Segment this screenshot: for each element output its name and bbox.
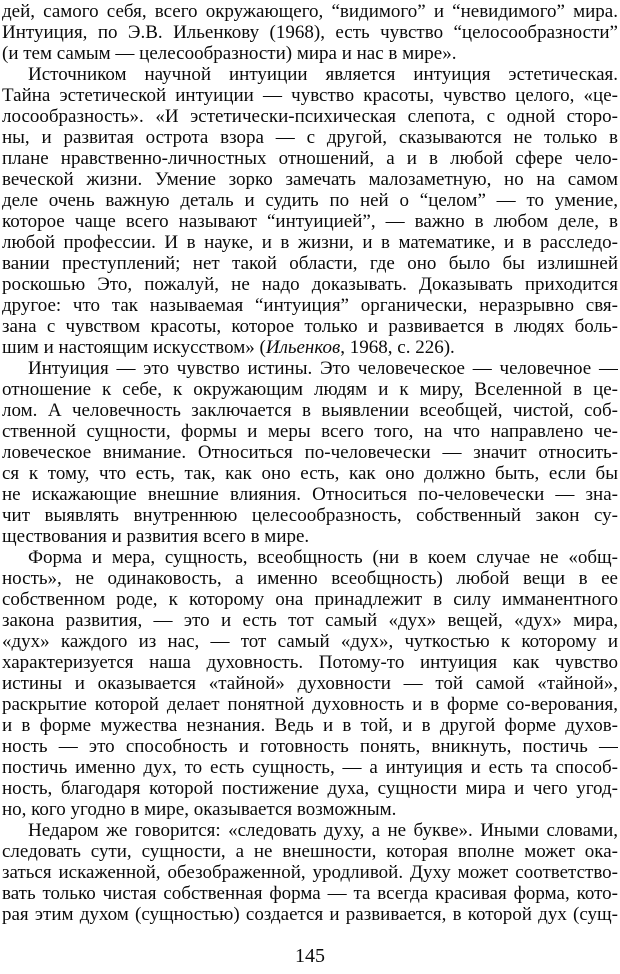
- text-line: истины и оказывается «тайной» духовности — той самой «тайной»,: [2, 673, 618, 694]
- text-line: лосообразность». «И эстетически-психическая слепота, с одной сторо-: [2, 106, 618, 127]
- text-line: веческой жизни. Умение зорко замечать малозаметную, но на самом: [2, 169, 618, 190]
- text-line: постичь именно дух, то есть сущность, — а интуиция и есть та способ-: [2, 757, 618, 778]
- text-line: заться искаженной, обезображенной, уродливой. Духу может соответство-: [2, 862, 618, 883]
- text-line: чит выявлять внутреннюю целесообразность, собственный закон су-: [2, 505, 618, 526]
- text-line: Форма и мера, сущность, всеобщность (ни в коем случае не «общ-: [28, 547, 618, 568]
- text-line: роскошью Это, пожалуй, не надо доказывать. Доказывать приходится: [2, 274, 618, 295]
- text-line: плане нравственно-личностных отношений, а и в любой сфере чело-: [2, 148, 618, 169]
- text-line: ность», не одинаковость, а именно всеобщность) любой вещи в ее: [2, 568, 618, 589]
- text-line: собственном роде, к которому она принадлежит в силу имманентного: [2, 589, 618, 610]
- text-line: любой профессии. И в науке, и в жизни, и в математике, и в расследо-: [2, 232, 618, 253]
- page-text: [0, 1, 620, 925]
- text-line: Интуиция — это чувство истины. Это человеческое — человечное —: [28, 358, 618, 379]
- text-line: раскрытие которой делает понятной духовность и в форме со-верования,: [2, 694, 618, 715]
- text-line: другое: что так называемая “интуиция” органически, неразрывно свя-: [2, 295, 618, 316]
- text-line: не искажающие внешние влияния. Относиться по-человечески — зна-: [2, 484, 618, 505]
- text-line: вать только чистая собственная форма — та всегда красивая форма, кото-: [2, 883, 618, 904]
- text-line: следовать сути, сущности, а не внешности, которая вполне может ока-: [2, 841, 618, 862]
- text-line: ны, и развитая острота взора — с другой, сказываются не только в: [2, 127, 618, 148]
- text-line: ственной сущности, формы и меры всего того, на что направлено че-: [2, 421, 618, 442]
- page-number: 145: [295, 945, 325, 967]
- text-line: закона развития, — это и есть тот самый «дух» вещей, «дух» мира,: [2, 610, 618, 631]
- text-line: Источником научной интуиции является интуиция эстетическая.: [28, 64, 618, 85]
- text-line: ся к тому, что есть, так, как оно есть, как оно должно быть, если бы: [2, 463, 618, 484]
- text-line: Тайна эстетической интуиции — чувство красоты, чувство целого, «це-: [2, 85, 618, 106]
- text-line: Интуиция, по Э.В. Ильенкову (1968), есть чувство “целосообразности”: [2, 22, 618, 43]
- text-line: но, кого угодно в мире, оказывается возможным.: [2, 799, 397, 820]
- citation-author: Ильенков: [265, 337, 341, 358]
- text-line: ность — это способность и готовность понять, вникнуть, постичь —: [2, 736, 618, 757]
- text-line: «дух» каждого из нас, — тот самый «дух», чуткостью к которому и: [2, 631, 618, 652]
- text-line: дей, самого себя, всего окружающего, “видимого” и “невидимого” мира.: [2, 1, 618, 22]
- text-line: ществования и развития всего в мире.: [2, 526, 310, 547]
- text-line: ловеческое внимание. Относиться по-человечески — значит относить-: [2, 442, 618, 463]
- text-line: ность, благодаря которой постижение духа, сущности мира и чего угод-: [2, 778, 618, 799]
- text-line: отношение к себе, к окружающим людям и к миру, Вселенной в це-: [2, 379, 618, 400]
- text-segment: шим и настоящим искусством» (: [2, 337, 266, 358]
- text-line: Недаром же говорится: «следовать духу, а не букве». Иными словами,: [28, 820, 618, 841]
- text-segment: , 1968, с. 226).: [340, 337, 455, 358]
- text-line: характеризуется наша духовность. Потому-то интуиция как чувство: [2, 652, 618, 673]
- text-line: лом. А человечность заключается в выявлении всеобщей, чистой, соб-: [2, 400, 618, 421]
- text-line: деле очень важную деталь и судить по ней о “целом” — то умение,: [2, 190, 618, 211]
- text-line: вании преступлений; нет такой области, где оно было бы излишней: [2, 253, 618, 274]
- text-line: которое чаще всего называют “интуицией”, — важно в любом деле, в: [2, 211, 618, 232]
- text-line: (и тем самым — целесообразности) мира и нас в мире».: [2, 43, 457, 64]
- text-line: зана с чувством красоты, которое только и развивается в людях боль-: [2, 316, 618, 337]
- text-line: рая этим духом (сущностью) создается и развивается, в которой дух (сущ-: [2, 904, 618, 925]
- text-line: и в форме мужества незнания. Ведь и в той, и в другой форме духов-: [2, 715, 618, 736]
- text-line: [2, 337, 618, 358]
